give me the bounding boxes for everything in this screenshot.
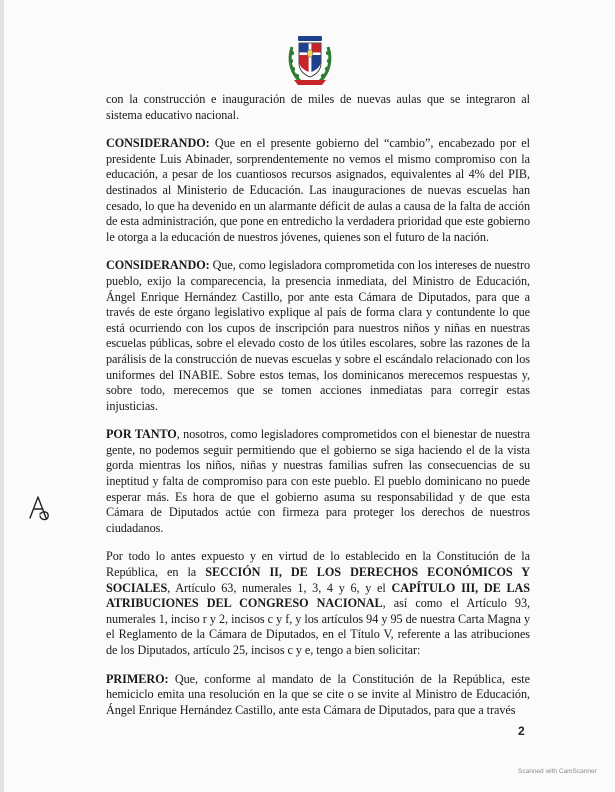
por-tanto-label: POR TANTO [106,427,177,442]
scanner-watermark: Scanned with CamScanner [518,768,597,775]
primero-paragraph [106,672,530,719]
legal-basis-chapter-iii: CAPÍTULO III, DE LAS ATRIBUCIONES DEL CONGRESO NACIONAL [106,580,531,611]
considerando-text: Que en el presente gobierno del “cambio”, encabezado por el presidente Luis Abinader, sorprendentemente no vemos el mismo compromiso con la educación, a pesar de los cuantiosos recursos asignados, equivalentes al 4% del PIB, destinados al Ministerio de Educación. Las inauguraciones de nuevas escuelas han cesado, lo que ha devenido en un alarmante déficit de aulas a causa de la falta de acción de esta administración, que pone en entredicho la verdadera prioridad que este gobierno le otorga a la educación de nuestros jóvenes, quienes son el futuro de la nación. [106,136,530,244]
considerando-label: CONSIDERANDO: [106,258,210,273]
considerando-paragraph-2 [106,258,530,414]
page-edge [0,0,4,792]
document-body [106,92,530,731]
por-tanto-paragraph [106,427,530,536]
legal-basis-text-2: , Artículo 63, numerales 1, 3, 4 y 6, y el [167,580,392,595]
considerando-paragraph-1 [106,136,530,245]
legal-basis-text-3: , así como el Artículo 93, numerales 1, inciso r y 2, incisos c y f, y los artículos 94 y 95 de nuestra Carta Magna y el Reglamento de la Cámara de Diputados, en el Título V, referente a las atribuciones de los Diputados, artículo 25, incisos c y e, tengo a bien solicitar: [106,596,530,657]
legal-basis-text-1: Por todo lo antes expuesto y en virtud de lo establecido en la Constitución de la República, en la [106,549,530,580]
por-tanto-text: , nosotros, como legisladores comprometidos con el bienestar de nuestra gente, no podemos seguir permitiendo que el gobierno se siga haciendo el de la vista gorda mientras los niños, niñas y nuestras familias sufren las consecuencias de su ineptitud y falta de compromiso para con este pueblo. El pueblo dominicano no puede esperar más. Es hora de que el gobierno asuma su responsabilidad y de que esta Cámara de Diputados actúe con firmeza para proteger los derechos de nuestros ciudadanos. [106,427,530,535]
coat-of-arms-emblem-icon [286,33,334,89]
page-number: 2 [518,724,525,738]
handwritten-initial-mark-icon [26,494,52,522]
considerando-label: CONSIDERANDO: [106,136,210,151]
legal-basis-section-ii: SECCIÓN II, DE LOS DERECHOS ECONÓMICOS Y SOCIALES [106,565,530,595]
considerando-text: Que, como legisladora comprometida con los intereses de nuestro pueblo, exijo la comparecencia, la presencia inmediata, del Ministro de Educación, Ángel Enrique Hernández Castillo, por ante esta Cámara de Diputados, para que a través de este órgano legislativo explique al país de forma clara y contundente lo que está ocurriendo con los cupos de inscripción para nuestros niños y niñas en nuestras escuelas públicas, sobre el elevado costo de los útiles escolares, sobre las razones de la parálisis de la construcción de nuevas escuelas y sobre el escándalo relacionado con los uniformes del INABIE. Sobre estos temas, los dominicanos merecemos respuestas y, sobre todo, merecemos que se tomen acciones inmediatas para corregir estas injusticias. [106,258,530,413]
primero-label: PRIMERO: [106,671,169,686]
legal-basis-paragraph [106,549,530,658]
continuation-paragraph: con la construcción e inauguración de miles de nuevas aulas que se integraron al sistema educativo nacional. [106,92,530,122]
primero-text: Que, conforme al mandato de la Constitución de la República, este hemiciclo emita una resolución en la que se cite o se invite al Ministro de Educación, Ángel Enrique Hernández Castillo, ante esta Cámara de Diputados, para que a través [106,671,530,717]
